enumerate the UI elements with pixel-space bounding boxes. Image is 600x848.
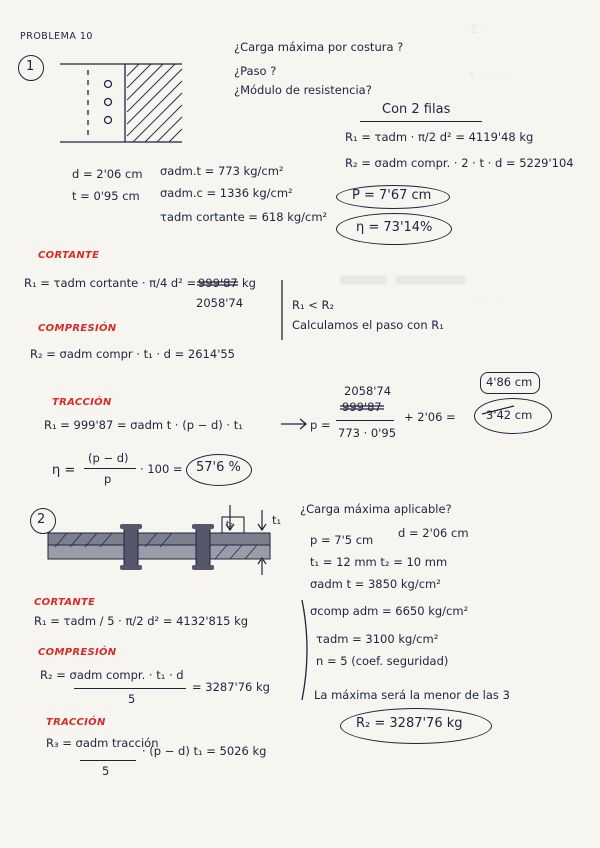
given2-thickness: t₁ = 12 mm t₂ = 10 mm xyxy=(310,555,448,569)
given2-sigma-t: σadm t = 3850 kg/cm² xyxy=(310,577,441,591)
bleed-through-text: ▂▂ ▂▂▂ xyxy=(340,250,465,285)
diagram-label-t1: t₁ xyxy=(272,513,282,527)
compresion2-denominator: 5 xyxy=(128,692,136,706)
given-tau: τadm cortante = 618 kg/cm² xyxy=(160,210,328,224)
efficiency-eta: η = xyxy=(52,463,76,478)
given2-safety: n = 5 (coef. seguridad) xyxy=(316,654,449,668)
given2-pitch: p = 7'5 cm xyxy=(310,533,374,547)
given2-tau: τadm = 3100 kg/cm² xyxy=(316,632,439,646)
efficiency-fraction-bar xyxy=(84,468,136,469)
diagram-label-t2: t₂ xyxy=(226,520,234,530)
question-2: ¿Carga máxima aplicable? xyxy=(300,502,452,516)
given2-diameter: d = 2'06 cm xyxy=(398,526,469,540)
comparison-note: Calculamos el paso con R₁ xyxy=(292,318,444,332)
final-result: R₂ = 3287'76 kg xyxy=(356,716,463,731)
compresion-label: COMPRESIÓN xyxy=(38,323,117,334)
traccion2-denominator: 5 xyxy=(102,764,110,778)
traccion-p-numerator-new: 2058'74 xyxy=(344,384,392,398)
traccion-fraction-bar xyxy=(336,420,394,421)
traccion-p-plus: + 2'06 = xyxy=(404,410,456,424)
bleed-through-text: · · · · · xyxy=(470,290,505,304)
two-rows-r1: R₁ = τadm · π/2 d² = 4119'48 kg xyxy=(345,130,534,144)
given-thickness: t = 0'95 cm xyxy=(72,189,140,203)
compresion2-label: COMPRESIÓN xyxy=(38,647,117,658)
bleed-through-text: · · · · xyxy=(480,505,507,519)
bleed-through-text: Σ · · · · · xyxy=(470,22,516,36)
traccion2-fraction-bar xyxy=(80,760,136,761)
cortante-r1-corrected: 2058'74 xyxy=(196,296,244,310)
traccion-label: TRACCIÓN xyxy=(52,397,112,408)
cortante-r1-unit: kg xyxy=(242,276,256,290)
pitch-result: P = 7'67 cm xyxy=(352,188,432,203)
cortante2-label: CORTANTE xyxy=(34,597,96,608)
efficiency-numerator: (p − d) xyxy=(88,451,129,465)
heading-underline xyxy=(360,121,482,122)
traccion2-rest: · (p − d) t₁ = 5026 kg xyxy=(142,744,267,758)
question-modulus: ¿Módulo de resistencia? xyxy=(234,83,372,97)
comparison-r1-r2: R₁ < R₂ xyxy=(292,298,335,312)
given-sigma-c: σadm.c = 1336 kg/cm² xyxy=(160,186,293,200)
bleed-through-text: τ · · · · · xyxy=(468,68,514,82)
pitch-new-result: 4'86 cm xyxy=(486,375,533,389)
given-sigma-t: σadm.t = 773 kg/cm² xyxy=(160,164,284,178)
riveted-joint-diagram xyxy=(48,505,270,575)
problem-1-number: 1 xyxy=(26,59,35,74)
cortante-r1-struck: 999'87 xyxy=(198,276,238,290)
cortante-r1: R₁ = τadm cortante · π/4 d² = xyxy=(24,276,197,290)
traccion-p: p = xyxy=(310,418,331,432)
compresion2-r2: R₂ = σadm compr. · t₁ · d xyxy=(40,668,184,682)
given2-sigma-c: σcomp adm = 6650 kg/cm² xyxy=(310,604,469,618)
cortante2-r1: R₁ = τadm / 5 · π/2 d² = 4132'815 kg xyxy=(34,614,249,628)
compresion2-fraction-bar xyxy=(74,688,186,689)
problem-2-number: 2 xyxy=(37,512,46,527)
efficiency-result: η = 73'14% xyxy=(356,220,433,235)
plate-hatching xyxy=(127,64,182,142)
traccion-p-denominator: 773 · 0'95 xyxy=(338,426,397,440)
page-title: PROBLEMA 10 xyxy=(20,31,93,42)
question-max-load: ¿Carga máxima por costura ? xyxy=(234,40,404,54)
question-pitch: ¿Paso ? xyxy=(234,64,277,78)
pitch-old-result: 3'42 cm xyxy=(486,408,533,422)
traccion2-label: TRACCIÓN xyxy=(46,717,106,728)
efficiency-denominator: p xyxy=(104,472,112,486)
traccion-p-numerator-old: 999'87 xyxy=(342,400,382,414)
two-rows-heading: Con 2 filas xyxy=(382,102,451,117)
two-rows-r2: R₂ = σadm compr. · 2 · t · d = 5229'104 xyxy=(345,156,574,170)
cortante-label: CORTANTE xyxy=(38,250,100,261)
traccion2-r3: R₃ = σadm tracción xyxy=(46,736,159,750)
compresion-r2: R₂ = σadm compr · t₁ · d = 2614'55 xyxy=(30,347,235,361)
given-diameter: d = 2'06 cm xyxy=(72,167,143,181)
traccion-eq: R₁ = 999'87 = σadm t · (p − d) · t₁ xyxy=(44,418,243,432)
efficiency-times: · 100 = xyxy=(140,462,183,476)
compresion2-result: = 3287'76 kg xyxy=(192,680,270,694)
conclusion-text: La máxima será la menor de las 3 xyxy=(314,688,510,702)
efficiency-value: 57'6 % xyxy=(196,460,241,475)
